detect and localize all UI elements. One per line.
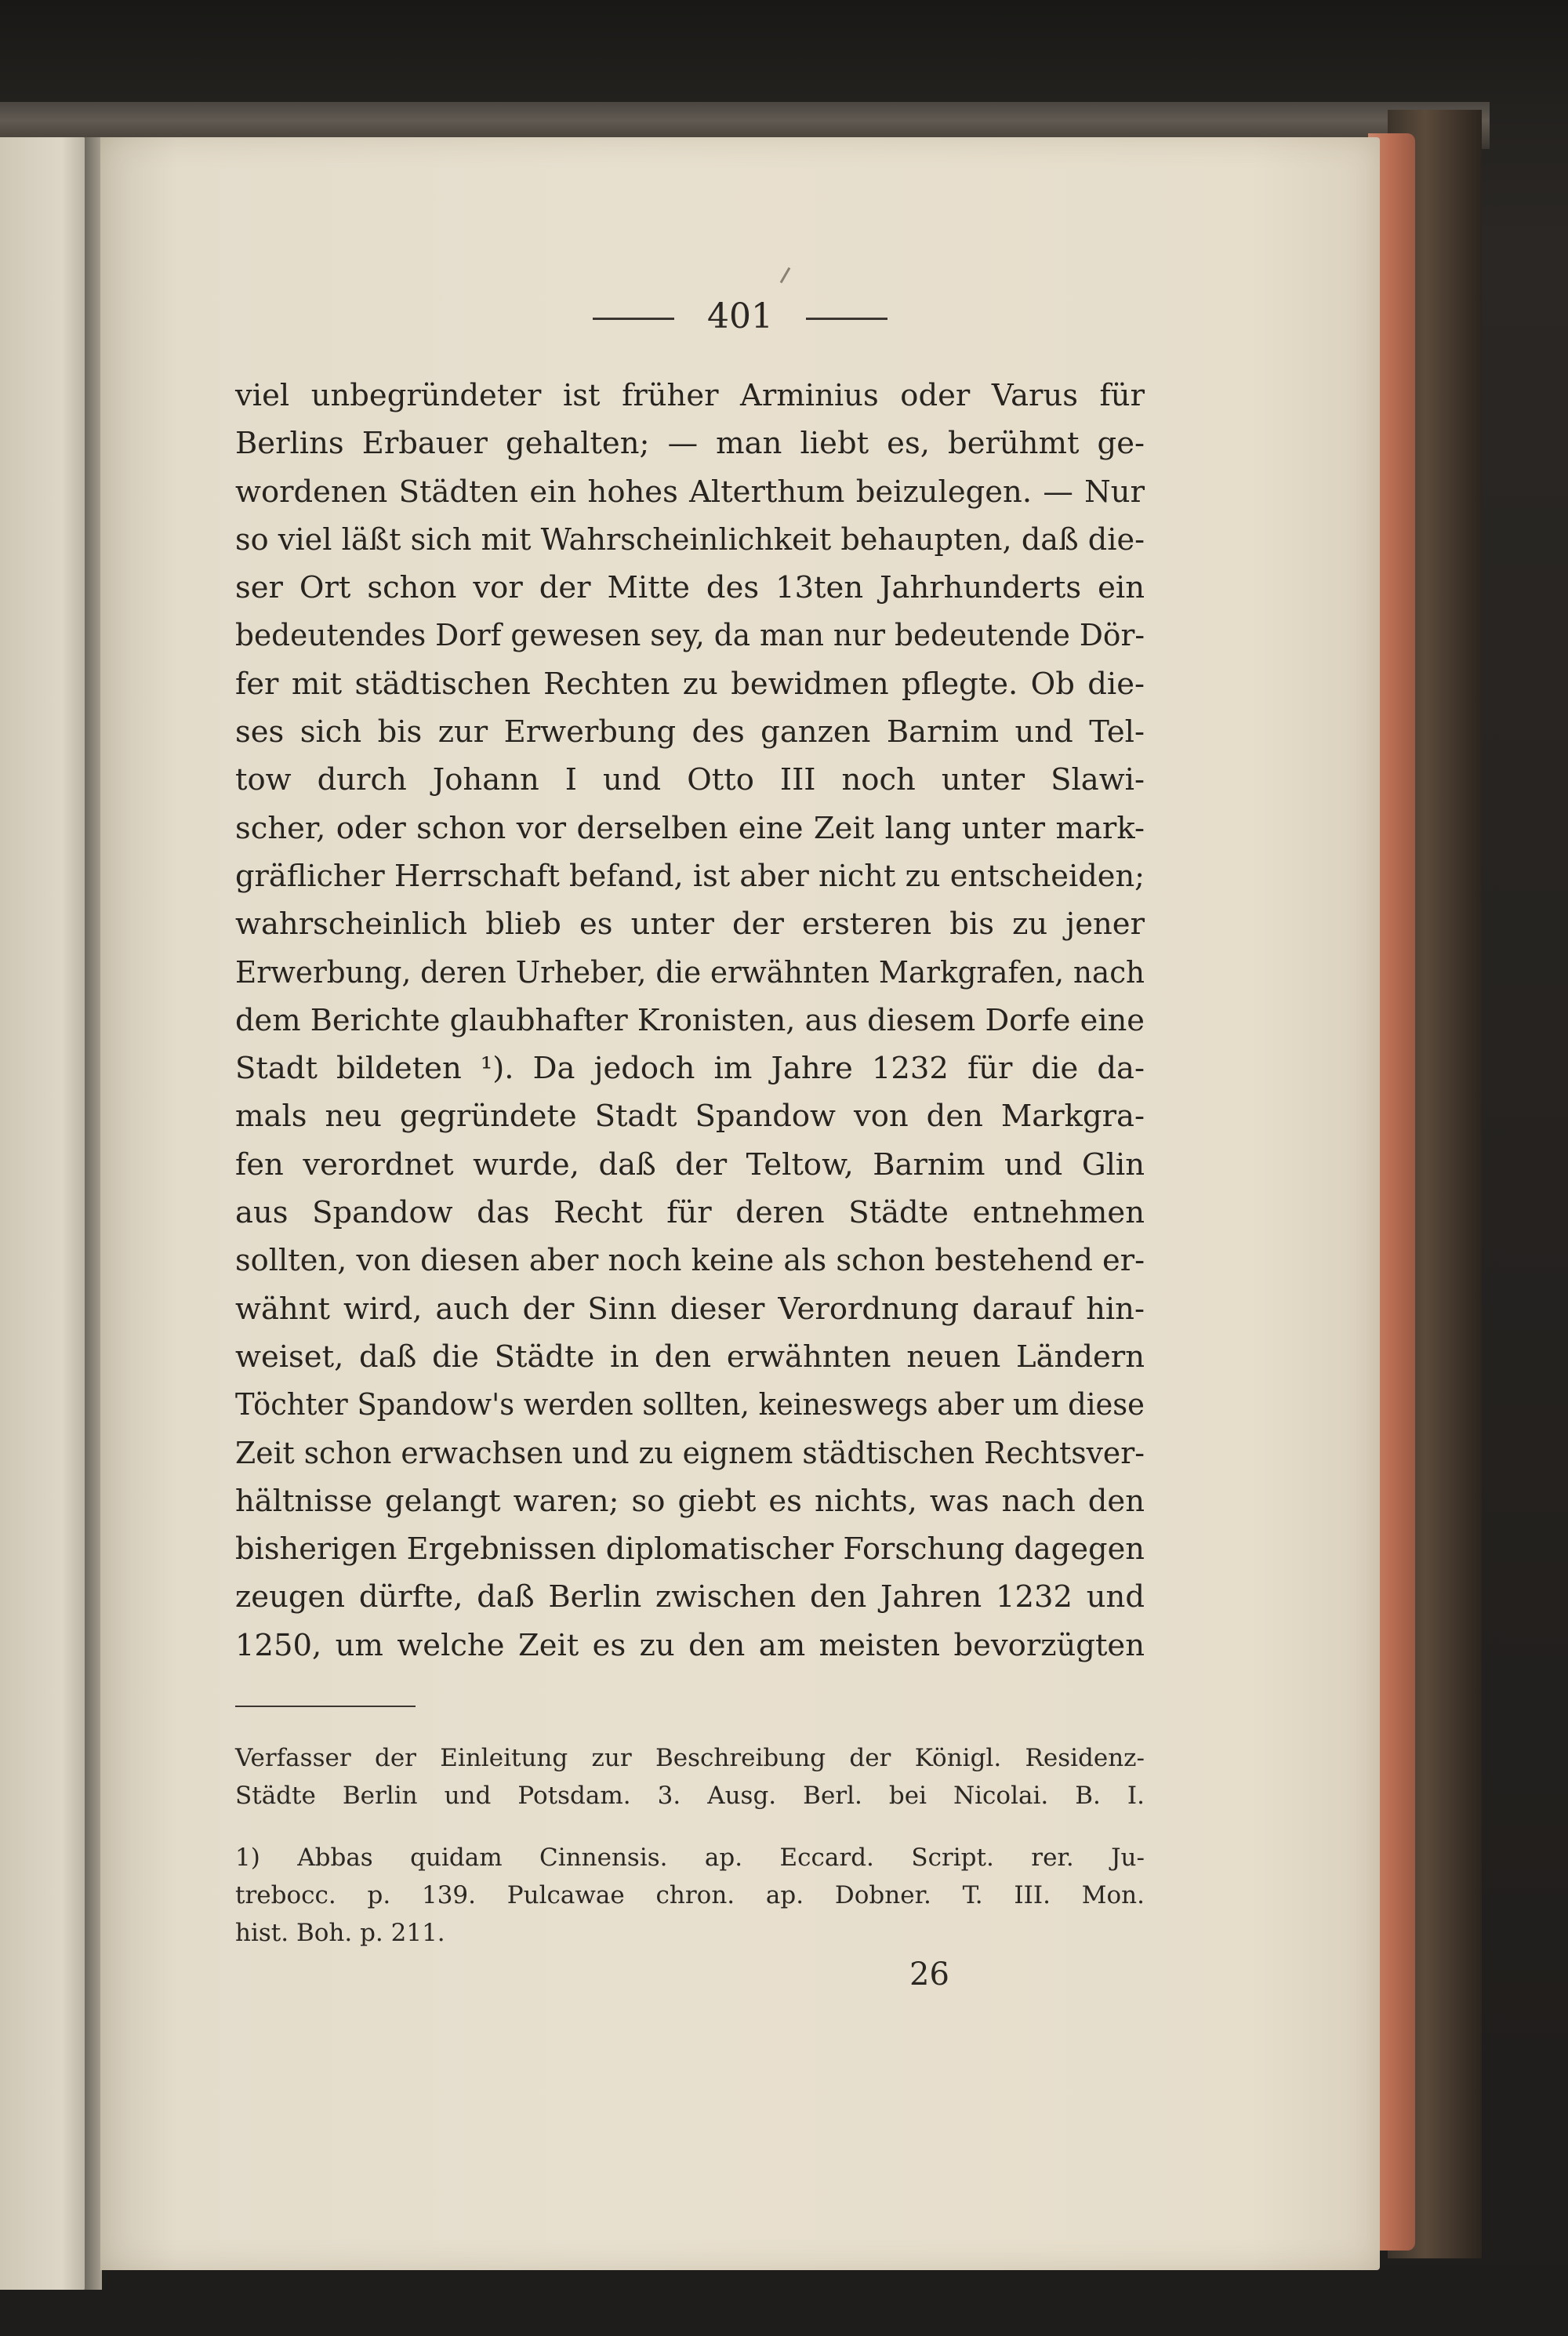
body-text <box>235 372 1145 1669</box>
footnote-line: Städte Berlin und Potsdam. 3. Ausg. Berl. bei Nicolai. B. I. <box>235 1782 1145 1810</box>
text-line: sollten, von diesen aber noch keine als schon bestehend er- <box>235 1243 1145 1279</box>
text-line: bisherigen Ergebnissen diplomatischer Forschung dagegen <box>235 1531 1145 1568</box>
text-line: zeugen dürfte, daß Berlin zwischen den Jahren 1232 und <box>235 1579 1145 1615</box>
text-line: dem Berichte glaubhafter Kronisten, aus diesem Dorfe eine <box>235 1002 1145 1038</box>
text-line: gräflicher Herrschaft befand, ist aber nicht zu entscheiden; <box>235 858 1145 894</box>
text-line: ses sich bis zur Erwerbung des ganzen Barnim und Tel- <box>235 714 1145 750</box>
text-line: wordenen Städten ein hohes Alterthum beizulegen. — Nur <box>235 474 1145 510</box>
facing-page <box>0 137 88 2290</box>
header-dash-left <box>593 318 674 320</box>
text-line: Stadt bildeten ¹). Da jedoch im Jahre 1232 für die da- <box>235 1051 1145 1087</box>
header-dash-right <box>806 318 887 320</box>
footnote-continued <box>235 1739 1145 1815</box>
footnote-line: hist. Boh. p. 211. <box>235 1919 445 1947</box>
footnote-line: trebocc. p. 139. Pulcawae chron. ap. Dobner. T. III. Mon. <box>235 1881 1145 1909</box>
text-line: weiset, daß die Städte in den erwähnten neuen Ländern <box>235 1339 1145 1375</box>
text-line: fer mit städtischen Rechten zu bewidmen pflegte. Ob die- <box>235 666 1145 702</box>
page-number: 401 <box>707 296 773 336</box>
text-line: ser Ort schon vor der Mitte des 13ten Jahrhunderts ein <box>235 570 1145 606</box>
text-line: hältnisse gelangt waren; so giebt es nichts, was nach den <box>235 1483 1145 1519</box>
book-gutter <box>85 137 102 2290</box>
signature-mark: 26 <box>909 1956 949 1993</box>
text-line: scher, oder schon vor derselben eine Zeit lang unter mark- <box>235 810 1145 846</box>
text-line: mals neu gegründete Stadt Spandow von den Markgra- <box>235 1099 1145 1135</box>
text-line: wahrscheinlich blieb es unter der ersteren bis zu jener <box>235 906 1145 943</box>
footnote-line: 1) Abbas quidam Cinnensis. ap. Eccard. Script. rer. Ju- <box>235 1844 1145 1872</box>
text-line: Töchter Spandow's werden sollten, keineswegs aber um diese <box>235 1387 1145 1423</box>
text-line: Erwerbung, deren Urheber, die erwähnten Markgrafen, nach <box>235 954 1145 990</box>
text-line: viel unbegründeter ist früher Arminius oder Varus für <box>235 378 1145 413</box>
footnote-separator <box>235 1706 416 1707</box>
text-line: aus Spandow das Recht für deren Städte entnehmen <box>235 1195 1145 1231</box>
text-line: so viel läßt sich mit Wahrscheinlichkeit behaupten, daß die- <box>235 521 1145 558</box>
footnote-line: Verfasser der Einleitung zur Beschreibung der Königl. Residenz- <box>235 1744 1145 1772</box>
footnote-1 <box>235 1839 1145 1952</box>
text-line: 1250, um welche Zeit es zu den am meisten bevorzügten <box>235 1627 1145 1663</box>
text-line: fen verordnet wurde, daß der Teltow, Barnim und Glin <box>235 1146 1145 1183</box>
text-line: Berlins Erbauer gehalten; — man liebt es, berühmt ge- <box>235 426 1145 462</box>
text-line: bedeutendes Dorf gewesen sey, da man nur bedeutende Dör- <box>235 618 1145 654</box>
page-header <box>100 296 1380 336</box>
text-line: Zeit schon erwachsen und zu eignem städtischen Rechtsver- <box>235 1435 1145 1471</box>
text-line: tow durch Johann I und Otto III noch unter Slawi- <box>235 762 1145 798</box>
text-line: wähnt wird, auch der Sinn dieser Verordnung darauf hin- <box>235 1291 1145 1327</box>
